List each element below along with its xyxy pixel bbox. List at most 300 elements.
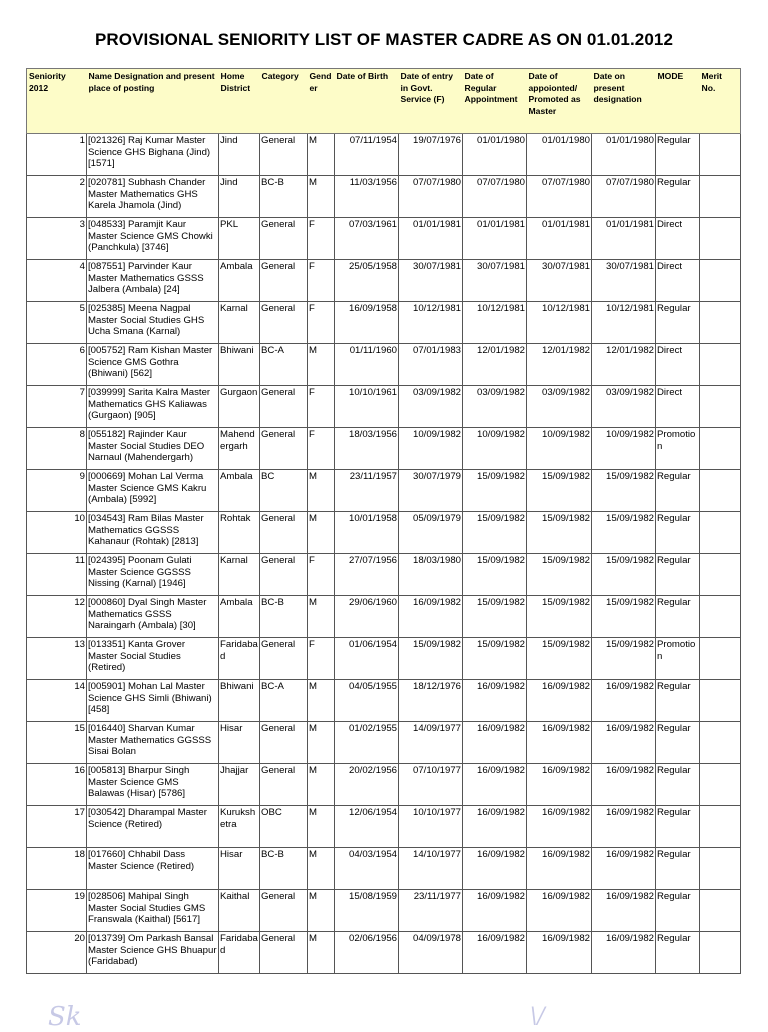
cell-present xyxy=(592,302,656,344)
cell-appointed xyxy=(527,638,592,680)
cell-district xyxy=(219,176,260,218)
cell-present-text: 10/09/1982 xyxy=(605,429,654,440)
cell-gender-text: M xyxy=(309,177,317,188)
cell-district-text: Karnal xyxy=(220,555,248,566)
cell-mode-text: Regular xyxy=(657,597,691,608)
cell-present-text: 16/09/1982 xyxy=(605,933,654,944)
cell-name xyxy=(87,344,219,386)
cell-appointed-text: 10/09/1982 xyxy=(541,429,590,440)
cell-regular xyxy=(463,428,527,470)
cell-category-text: General xyxy=(261,933,296,944)
table-row xyxy=(27,554,741,596)
cell-gender-text: F xyxy=(309,219,315,230)
table-row xyxy=(27,302,741,344)
cell-name xyxy=(87,764,219,806)
cell-dob-text: 01/11/1960 xyxy=(349,345,397,356)
cell-category xyxy=(260,512,308,554)
cell-appointed-text: 03/09/1982 xyxy=(541,387,590,398)
cell-present-text: 15/09/1982 xyxy=(605,555,654,566)
cell-dob xyxy=(335,134,399,176)
cell-regular xyxy=(463,470,527,512)
cell-dob xyxy=(335,302,399,344)
cell-appointed-text: 16/09/1982 xyxy=(541,891,590,902)
cell-entry xyxy=(399,806,463,848)
cell-seniority xyxy=(27,680,87,722)
cell-merit xyxy=(700,806,741,848)
cell-appointed xyxy=(527,680,592,722)
cell-merit xyxy=(700,890,741,932)
cell-merit xyxy=(700,722,741,764)
cell-dob-text: 07/11/1954 xyxy=(349,135,397,146)
cell-present-text: 01/01/1980 xyxy=(605,135,654,146)
cell-name xyxy=(87,638,219,680)
cell-regular-text: 03/09/1982 xyxy=(476,387,525,398)
cell-district-text: Ambala xyxy=(220,597,253,608)
cell-category xyxy=(260,176,308,218)
cell-entry-text: 07/10/1977 xyxy=(412,765,461,776)
cell-district xyxy=(219,470,260,512)
cell-district-text: Karnal xyxy=(220,303,248,314)
cell-gender xyxy=(308,722,335,764)
cell-district-text: Jind xyxy=(220,177,238,188)
cell-mode-text: Regular xyxy=(657,177,691,188)
cell-category-text: BC xyxy=(261,471,275,482)
cell-present xyxy=(592,386,656,428)
cell-entry xyxy=(399,302,463,344)
col-appointed: Date of appoionted/ Promoted as Master xyxy=(527,69,592,134)
cell-appointed-text: 16/09/1982 xyxy=(541,723,590,734)
cell-entry-text: 18/12/1976 xyxy=(412,681,461,692)
cell-category xyxy=(260,806,308,848)
cell-dob xyxy=(335,176,399,218)
cell-mode-text: Direct xyxy=(657,345,683,356)
cell-merit xyxy=(700,344,741,386)
cell-gender xyxy=(308,890,335,932)
cell-regular xyxy=(463,344,527,386)
cell-dob-text: 18/03/1956 xyxy=(348,429,397,440)
cell-merit xyxy=(700,428,741,470)
table-body xyxy=(27,134,741,974)
cell-district-text: Faridabad xyxy=(220,639,258,662)
cell-present-text: 03/09/1982 xyxy=(605,387,654,398)
cell-gender-text: M xyxy=(309,471,317,482)
cell-entry-text: 05/09/1979 xyxy=(412,513,461,524)
table-row xyxy=(27,596,741,638)
cell-present xyxy=(592,470,656,512)
cell-dob xyxy=(335,428,399,470)
cell-mode xyxy=(656,512,700,554)
cell-regular xyxy=(463,764,527,806)
cell-present-text: 16/09/1982 xyxy=(605,849,654,860)
cell-regular xyxy=(463,806,527,848)
cell-name-text: [013351] Kanta Grover Master Social Studies (Retired) xyxy=(88,639,186,673)
cell-regular-text: 10/12/1981 xyxy=(476,303,525,314)
cell-present-text: 16/09/1982 xyxy=(605,891,654,902)
table-row xyxy=(27,764,741,806)
cell-mode-text: Regular xyxy=(657,807,691,818)
cell-dob-text: 01/06/1954 xyxy=(348,639,397,650)
seniority-table xyxy=(26,68,741,974)
cell-district xyxy=(219,428,260,470)
table-row xyxy=(27,344,741,386)
cell-category-text: OBC xyxy=(261,807,282,818)
col-regular: Date of Regular Appointment xyxy=(463,69,527,134)
cell-appointed xyxy=(527,302,592,344)
cell-name xyxy=(87,302,219,344)
cell-gender xyxy=(308,218,335,260)
signature-mark-right: \/ xyxy=(530,1004,545,1029)
cell-dob xyxy=(335,890,399,932)
cell-name xyxy=(87,134,219,176)
cell-district xyxy=(219,260,260,302)
cell-present xyxy=(592,344,656,386)
cell-present-text: 16/09/1982 xyxy=(605,723,654,734)
cell-appointed xyxy=(527,554,592,596)
table-row xyxy=(27,806,741,848)
table-row xyxy=(27,890,741,932)
cell-category xyxy=(260,428,308,470)
cell-present-text: 10/12/1981 xyxy=(605,303,654,314)
cell-district xyxy=(219,764,260,806)
cell-category-text: BC-A xyxy=(261,681,284,692)
cell-mode-text: Direct xyxy=(657,261,683,272)
cell-mode xyxy=(656,260,700,302)
cell-dob-text: 02/06/1956 xyxy=(348,933,397,944)
cell-category xyxy=(260,344,308,386)
cell-appointed-text: 15/09/1982 xyxy=(541,597,590,608)
cell-seniority-text: 16 xyxy=(74,765,85,776)
cell-mode xyxy=(656,176,700,218)
cell-merit xyxy=(700,596,741,638)
cell-mode-text: Regular xyxy=(657,303,691,314)
cell-district xyxy=(219,386,260,428)
cell-gender xyxy=(308,764,335,806)
cell-present xyxy=(592,890,656,932)
cell-district xyxy=(219,848,260,890)
cell-entry xyxy=(399,344,463,386)
cell-present xyxy=(592,134,656,176)
cell-regular xyxy=(463,638,527,680)
cell-entry xyxy=(399,512,463,554)
cell-appointed-text: 01/01/1980 xyxy=(541,135,590,146)
page-title: PROVISIONAL SENIORITY LIST OF MASTER CADRE AS ON 01.01.2012 xyxy=(94,30,674,49)
cell-entry xyxy=(399,848,463,890)
cell-district xyxy=(219,722,260,764)
cell-gender-text: M xyxy=(309,933,317,944)
cell-mode-text: Direct xyxy=(657,387,683,398)
cell-regular xyxy=(463,260,527,302)
cell-category-text: General xyxy=(261,303,296,314)
cell-mode-text: Regular xyxy=(657,555,691,566)
cell-merit xyxy=(700,848,741,890)
cell-name-text: [021326] Raj Kumar Master Science GHS Bighana (Jind) [1571] xyxy=(88,135,211,169)
cell-regular-text: 15/09/1982 xyxy=(476,513,525,524)
cell-present-text: 07/07/1980 xyxy=(605,177,654,188)
cell-dob-text: 04/05/1955 xyxy=(348,681,397,692)
cell-appointed xyxy=(527,260,592,302)
cell-name xyxy=(87,260,219,302)
cell-name xyxy=(87,428,219,470)
cell-mode xyxy=(656,134,700,176)
cell-regular xyxy=(463,680,527,722)
cell-mode-text: Promotion xyxy=(657,429,696,452)
cell-dob xyxy=(335,218,399,260)
cell-district xyxy=(219,344,260,386)
cell-dob xyxy=(335,260,399,302)
cell-regular xyxy=(463,134,527,176)
cell-dob-text: 10/10/1961 xyxy=(348,387,397,398)
col-entry: Date of entry in Govt. Service (F) xyxy=(399,69,463,134)
cell-gender xyxy=(308,512,335,554)
col-district: Home District xyxy=(219,69,260,134)
cell-seniority-text: 1 xyxy=(79,135,85,146)
cell-merit xyxy=(700,680,741,722)
cell-regular xyxy=(463,386,527,428)
cell-mode-text: Direct xyxy=(657,219,683,230)
cell-dob xyxy=(335,638,399,680)
cell-gender xyxy=(308,596,335,638)
cell-dob-text: 15/08/1959 xyxy=(348,891,397,902)
cell-seniority xyxy=(27,764,87,806)
cell-appointed-text: 16/09/1982 xyxy=(541,807,590,818)
cell-category-text: General xyxy=(261,135,296,146)
cell-appointed-text: 16/09/1982 xyxy=(541,681,590,692)
cell-seniority xyxy=(27,596,87,638)
cell-dob xyxy=(335,848,399,890)
cell-regular xyxy=(463,932,527,974)
cell-present xyxy=(592,848,656,890)
cell-regular xyxy=(463,890,527,932)
cell-entry xyxy=(399,386,463,428)
cell-merit xyxy=(700,554,741,596)
cell-district-text: Hisar xyxy=(220,849,243,860)
cell-gender-text: F xyxy=(309,429,315,440)
cell-gender xyxy=(308,260,335,302)
cell-entry-text: 10/10/1977 xyxy=(412,807,461,818)
cell-category-text: General xyxy=(261,387,296,398)
cell-name-text: [005752] Ram Kishan Master Science GMS Gothra (Bhiwani) [562] xyxy=(88,345,213,379)
cell-seniority xyxy=(27,554,87,596)
cell-name xyxy=(87,680,219,722)
cell-present xyxy=(592,554,656,596)
cell-category xyxy=(260,302,308,344)
cell-mode xyxy=(656,680,700,722)
cell-regular xyxy=(463,554,527,596)
cell-appointed xyxy=(527,386,592,428)
cell-category xyxy=(260,470,308,512)
cell-gender xyxy=(308,386,335,428)
cell-district xyxy=(219,218,260,260)
cell-mode xyxy=(656,722,700,764)
cell-present xyxy=(592,680,656,722)
cell-gender-text: M xyxy=(309,891,317,902)
cell-present xyxy=(592,722,656,764)
cell-dob xyxy=(335,764,399,806)
cell-entry xyxy=(399,428,463,470)
cell-appointed xyxy=(527,218,592,260)
cell-district-text: Faridabad xyxy=(220,933,258,956)
cell-seniority-text: 17 xyxy=(74,807,85,818)
cell-gender xyxy=(308,302,335,344)
cell-seniority-text: 13 xyxy=(74,639,85,650)
cell-seniority xyxy=(27,176,87,218)
cell-name xyxy=(87,386,219,428)
cell-present xyxy=(592,638,656,680)
cell-dob-text: 04/03/1954 xyxy=(348,849,397,860)
cell-name-text: [016440] Sharvan Kumar Master Mathematics GGSSS Sisai Bolan xyxy=(88,723,212,757)
cell-name-text: [025385] Meena Nagpal Master Social Studies GHS Ucha Smana (Karnal) xyxy=(88,303,205,337)
cell-present-text: 16/09/1982 xyxy=(605,765,654,776)
cell-seniority xyxy=(27,512,87,554)
cell-gender xyxy=(308,344,335,386)
cell-gender-text: F xyxy=(309,639,315,650)
cell-name xyxy=(87,596,219,638)
cell-entry-text: 07/01/1983 xyxy=(412,345,461,356)
col-name: Name Designation and present place of posting xyxy=(87,69,219,134)
cell-name-text: [024395] Poonam Gulati Master Science GGSSS Nissing (Karnal) [1946] xyxy=(88,555,192,589)
cell-entry xyxy=(399,890,463,932)
cell-district-text: Ambala xyxy=(220,471,253,482)
cell-dob-text: 27/07/1956 xyxy=(348,555,397,566)
cell-gender-text: M xyxy=(309,765,317,776)
cell-category-text: BC-A xyxy=(261,345,284,356)
cell-entry-text: 10/09/1982 xyxy=(412,429,461,440)
cell-gender xyxy=(308,134,335,176)
cell-appointed xyxy=(527,596,592,638)
cell-category-text: General xyxy=(261,891,296,902)
cell-entry xyxy=(399,176,463,218)
cell-seniority-text: 5 xyxy=(79,303,85,314)
cell-name-text: [020781] Subhash Chander Master Mathematics GHS Karela Jhamola (Jind) xyxy=(88,177,206,211)
cell-dob-text: 12/06/1954 xyxy=(348,807,397,818)
cell-regular-text: 01/01/1980 xyxy=(476,135,525,146)
cell-name-text: [030542] Dharampal Master Science (Retired) xyxy=(88,807,207,830)
cell-entry xyxy=(399,596,463,638)
cell-dob-text: 29/06/1960 xyxy=(348,597,397,608)
cell-dob-text: 20/02/1956 xyxy=(348,765,397,776)
cell-entry xyxy=(399,764,463,806)
cell-present xyxy=(592,218,656,260)
table-row xyxy=(27,470,741,512)
cell-appointed xyxy=(527,344,592,386)
cell-mode-text: Regular xyxy=(657,513,691,524)
cell-dob xyxy=(335,470,399,512)
table-row xyxy=(27,722,741,764)
cell-name xyxy=(87,806,219,848)
cell-district xyxy=(219,302,260,344)
cell-appointed-text: 30/07/1981 xyxy=(541,261,590,272)
cell-present xyxy=(592,596,656,638)
cell-mode-text: Regular xyxy=(657,135,691,146)
cell-seniority-text: 3 xyxy=(79,219,85,230)
cell-mode xyxy=(656,890,700,932)
cell-category-text: General xyxy=(261,513,296,524)
cell-name xyxy=(87,554,219,596)
cell-appointed-text: 01/01/1981 xyxy=(541,219,590,230)
cell-dob xyxy=(335,722,399,764)
cell-entry-text: 16/09/1982 xyxy=(412,597,461,608)
cell-name-text: [005813] Bharpur Singh Master Science GMS Balawas (Hisar) [5786] xyxy=(88,765,190,799)
cell-category xyxy=(260,554,308,596)
cell-appointed xyxy=(527,806,592,848)
cell-gender xyxy=(308,932,335,974)
cell-regular-text: 01/01/1981 xyxy=(476,219,525,230)
cell-entry-text: 03/09/1982 xyxy=(412,387,461,398)
cell-seniority-text: 6 xyxy=(79,345,85,356)
cell-dob xyxy=(335,344,399,386)
cell-seniority xyxy=(27,344,87,386)
cell-seniority xyxy=(27,302,87,344)
cell-category xyxy=(260,218,308,260)
cell-entry xyxy=(399,134,463,176)
cell-dob-text: 11/03/1956 xyxy=(349,177,397,188)
cell-district-text: PKL xyxy=(220,219,239,230)
cell-mode xyxy=(656,302,700,344)
cell-dob-text: 25/05/1958 xyxy=(348,261,397,272)
col-mode: MODE xyxy=(656,69,700,134)
cell-regular-text: 15/09/1982 xyxy=(476,471,525,482)
cell-district-text: Kurukshetra xyxy=(220,807,256,830)
cell-seniority xyxy=(27,806,87,848)
cell-entry xyxy=(399,554,463,596)
col-dob: Date of Birth xyxy=(335,69,399,134)
cell-regular xyxy=(463,848,527,890)
cell-name-text: [013739] Om Parkash Bansal Master Science GHS Bhuapur (Faridabad) xyxy=(88,933,217,967)
cell-present xyxy=(592,764,656,806)
cell-category xyxy=(260,932,308,974)
cell-regular-text: 30/07/1981 xyxy=(476,261,525,272)
cell-appointed xyxy=(527,134,592,176)
cell-district xyxy=(219,512,260,554)
cell-district-text: Ambala xyxy=(220,261,253,272)
cell-entry xyxy=(399,932,463,974)
cell-dob xyxy=(335,386,399,428)
cell-entry-text: 01/01/1981 xyxy=(412,219,461,230)
cell-regular-text: 07/07/1980 xyxy=(476,177,525,188)
cell-category-text: BC-B xyxy=(261,597,284,608)
cell-category-text: General xyxy=(261,555,296,566)
cell-entry-text: 23/11/1977 xyxy=(413,891,461,902)
table-row xyxy=(27,386,741,428)
cell-present-text: 16/09/1982 xyxy=(605,681,654,692)
cell-present xyxy=(592,932,656,974)
cell-gender-text: M xyxy=(309,807,317,818)
cell-entry xyxy=(399,680,463,722)
cell-entry-text: 10/12/1981 xyxy=(412,303,461,314)
cell-name-text: [048533] Paramjit Kaur Master Science GMS Chowki (Panchkula) [3746] xyxy=(88,219,213,253)
cell-district-text: Mahendergarh xyxy=(220,429,255,452)
cell-regular-text: 16/09/1982 xyxy=(476,891,525,902)
table-row xyxy=(27,218,741,260)
cell-gender xyxy=(308,848,335,890)
cell-name xyxy=(87,470,219,512)
cell-mode xyxy=(656,806,700,848)
cell-mode xyxy=(656,218,700,260)
cell-regular xyxy=(463,512,527,554)
cell-name xyxy=(87,848,219,890)
signature-mark-left: Sk xyxy=(48,1002,82,1032)
cell-category-text: General xyxy=(261,429,296,440)
cell-seniority-text: 19 xyxy=(74,891,85,902)
cell-appointed-text: 16/09/1982 xyxy=(541,933,590,944)
cell-present xyxy=(592,512,656,554)
cell-appointed-text: 12/01/1982 xyxy=(541,345,590,356)
cell-name xyxy=(87,932,219,974)
cell-seniority-text: 15 xyxy=(74,723,85,734)
col-gender: Gend er xyxy=(308,69,335,134)
col-seniority: Seniority 2012 xyxy=(27,69,87,134)
cell-name-text: [028506] Mahipal Singh Master Social Studies GMS Franswala (Kaithal) [5617] xyxy=(88,891,206,925)
